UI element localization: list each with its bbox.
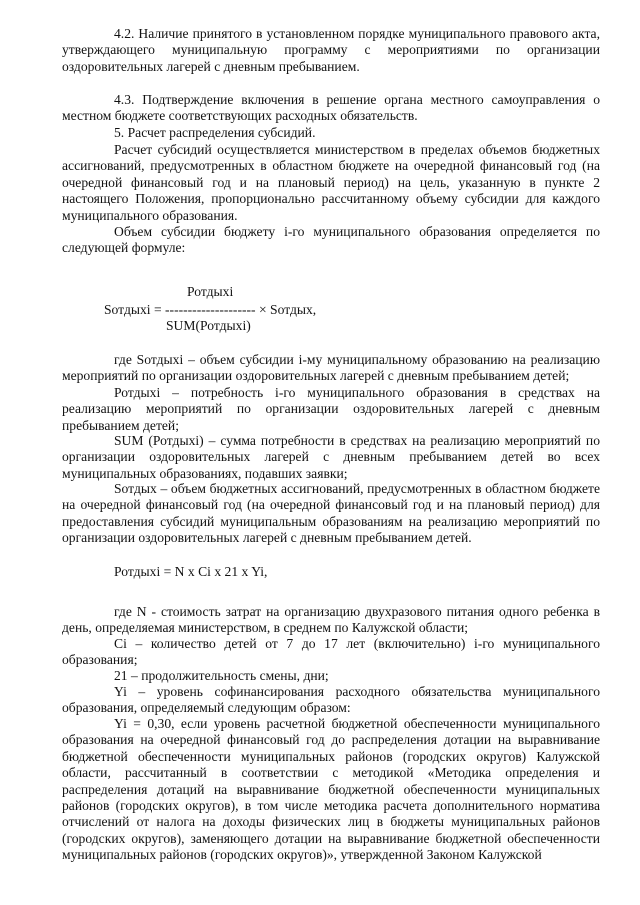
def-s-i: где Sотдыхi – объем субсидии i-му муниципальному образованию на реализацию мероприятий по организации оздоровительных лагерей с дневным пребыванием детей; [62, 352, 600, 384]
item-4-2: 4.2. Наличие принятого в установленном порядке муниципального правового акта, утверждающего муниципальную программу с мероприятиями по организации оздоровительных лагерей с дневным пребыванием. [62, 26, 600, 74]
formula1-denominator: SUM(Ротдыхi) [166, 318, 251, 333]
def-y-030: Yi = 0,30, если уровень расчетной бюджетной обеспеченности муниципального образования на очередной финансовый год до распределения дотации на выравнивание бюджетной обеспеченности муниципальных районов (городских округов) Калужской области, рассчитанный в соответствии с методикой «Методика определения и распределения дотаций на выравнивание бюджетной обеспеченности муниципальных районов (городских округов), в том числе методика расчета дополнительного норматива отчислений от налога на доходы физических лиц в бюджеты муниципальных районов (городских округов), заменяющего дотации на выравнивание бюджетной обеспеченности муниципальных районов (городских округов)», утвержденной Законом Калужской [62, 716, 600, 863]
def-sum: SUM (Ротдыхi) – сумма потребности в средствах на реализацию мероприятий по организации оздоровительных лагерей с дневным пребыванием детей во всех муниципальных образованиях, подавших заявки; [62, 433, 600, 481]
def-s-total: Sотдых – объем бюджетных ассигнований, предусмотренных в областном бюджете на очередной финансовый год (на очередной финансовый год и на плановый период) для предоставления субсидий муниципальным образованиям на реализацию мероприятий по организации оздоровительных лагерей с дневным пребыванием детей. [62, 481, 600, 546]
formula2: Ротдыхi = N x Ci x 21 x Yi, [114, 564, 268, 579]
def-y: Yi – уровень софинансирования расходного обязательства муниципального образования, определяемый следующим образом: [62, 684, 600, 716]
formula1-line: Sотдыхi = -------------------- × Sотдых, [104, 302, 317, 317]
def-p-i: Ротдыхi – потребность i-го муниципального образования в средствах на реализацию мероприятий по организации оздоровительных лагерей с дневным пребыванием детей; [62, 385, 600, 433]
item-4-3: 4.3. Подтверждение включения в решение органа местного самоуправления о местном бюджете соответствующих расходных обязательств. [62, 92, 600, 124]
section-5-heading: 5. Расчет распределения субсидий. [114, 125, 316, 140]
volume-paragraph: Объем субсидии бюджету i-го муниципального образования определяется по следующей формуле: [62, 224, 600, 256]
calc-paragraph: Расчет субсидий осуществляется министерством в пределах объемов бюджетных ассигнований, предусмотренных в областном бюджете на очередной финансовый год (на очередной финансовый год и на плановый период) на цель, указанную в пункте 2 настоящего Положения, пропорционально рассчитанному объему субсидии для каждого муниципального образования. [62, 142, 600, 223]
def-c: Ci – количество детей от 7 до 17 лет (включительно) i-го муниципального образования; [62, 636, 600, 668]
def-n: где N - стоимость затрат на организацию двухразового питания одного ребенка в день, определяемая министерством, в среднем по Калужской области; [62, 604, 600, 636]
def-21: 21 – продолжительность смены, дни; [114, 668, 329, 683]
formula1-numerator: Ротдыхi [187, 284, 234, 299]
